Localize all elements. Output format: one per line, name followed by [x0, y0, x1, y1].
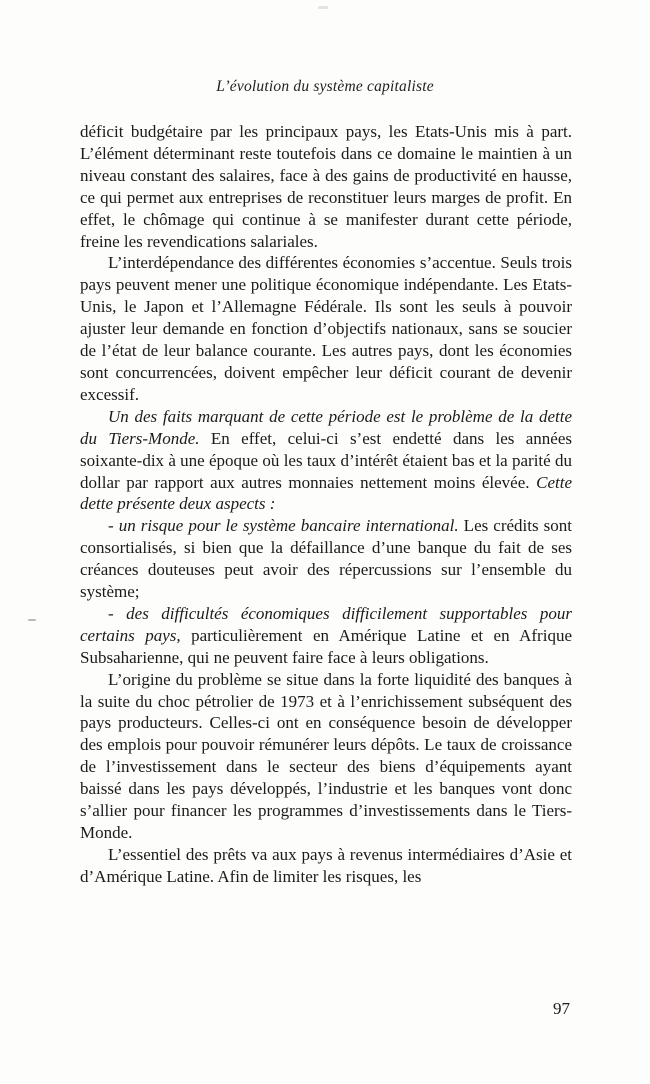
- paragraph: [80, 252, 572, 405]
- italic-text-run: - un risque pour le système bancaire international.: [108, 516, 459, 536]
- italic-text-run: Cette dette présente deux aspects :: [80, 472, 572, 514]
- body-text: [80, 121, 572, 888]
- page-number: 97: [553, 999, 570, 1018]
- paragraph: [80, 515, 572, 603]
- italic-text-run: - des difficultés économiques difficilement supportables pour certains pays,: [80, 603, 572, 645]
- scan-artifact: [318, 6, 328, 9]
- text-run: déficit budgétaire par les principaux pays, les Etats-Unis mis à part. L’élément déterminant reste toutefois dans ce domaine le maintien à un niveau constant des salaires, face à des gains de productivité en hausse, ce qui permet aux entreprises de reconstituer leurs marges de profit. En effet, le chômage qui continue à se manifester durant cette période, freine les revendications salariales.: [80, 122, 572, 251]
- paragraph: [80, 121, 572, 252]
- text-run: L’interdépendance des différentes économies s’accentue. Seuls trois pays peuvent mener une politique économique indépendante. Les Etats-Unis, le Japon et l’Allemagne Fédérale. Ils sont les seuls à pouvoir ajuster leur demande en fonction d’objectifs nationaux, sans se soucier de l’état de leur balance courante. Les autres pays, dont les économies sont concurrencées, doivent empêcher leur déficit courant de devenir excessif.: [80, 253, 572, 404]
- italic-text-run: Un des faits marquant de cette période est le problème de la dette du Tiers-Monde.: [80, 406, 572, 448]
- paragraph: [80, 406, 572, 516]
- text-run: En effet, celui-ci s’est endetté dans les années soixante-dix à une époque où les taux d’intérêt étaient bas et la parité du dollar par rapport aux autres monnaies nettement moins élevée.: [80, 428, 572, 492]
- paragraph: [80, 669, 572, 844]
- text-run: particulièrement en Amérique Latine et en Afrique Subsaharienne, qui ne peuvent faire face à leurs obligations.: [80, 625, 572, 667]
- paragraph: [80, 844, 572, 888]
- text-run: L’essentiel des prêts va aux pays à revenus intermédiaires d’Asie et d’Amérique Latine. Afin de limiter les risques, les: [80, 844, 572, 886]
- paragraph: [80, 603, 572, 669]
- scan-artifact: [28, 619, 36, 621]
- text-run: L’origine du problème se situe dans la forte liquidité des banques à la suite du choc pétrolier de 1973 et à l’enrichissement subséquent des pays producteurs. Celles-ci ont en conséquence besoin de développer des emplois pour pouvoir rémunérer leurs dépôts. Le taux de croissance de l’investissement dans le secteur des biens d’équipements ayant baissé dans les pays développés, l’industrie et les banques vont donc s’allier pour financer les programmes d’investissements dans le Tiers-Monde.: [80, 669, 572, 842]
- text-run: Les crédits sont consortialisés, si bien que la défaillance d’une banque du fait de ses créances douteuses peut avoir des répercussions sur l’ensemble du système;: [80, 516, 572, 602]
- running-header: L’évolution du système capitaliste: [216, 78, 434, 95]
